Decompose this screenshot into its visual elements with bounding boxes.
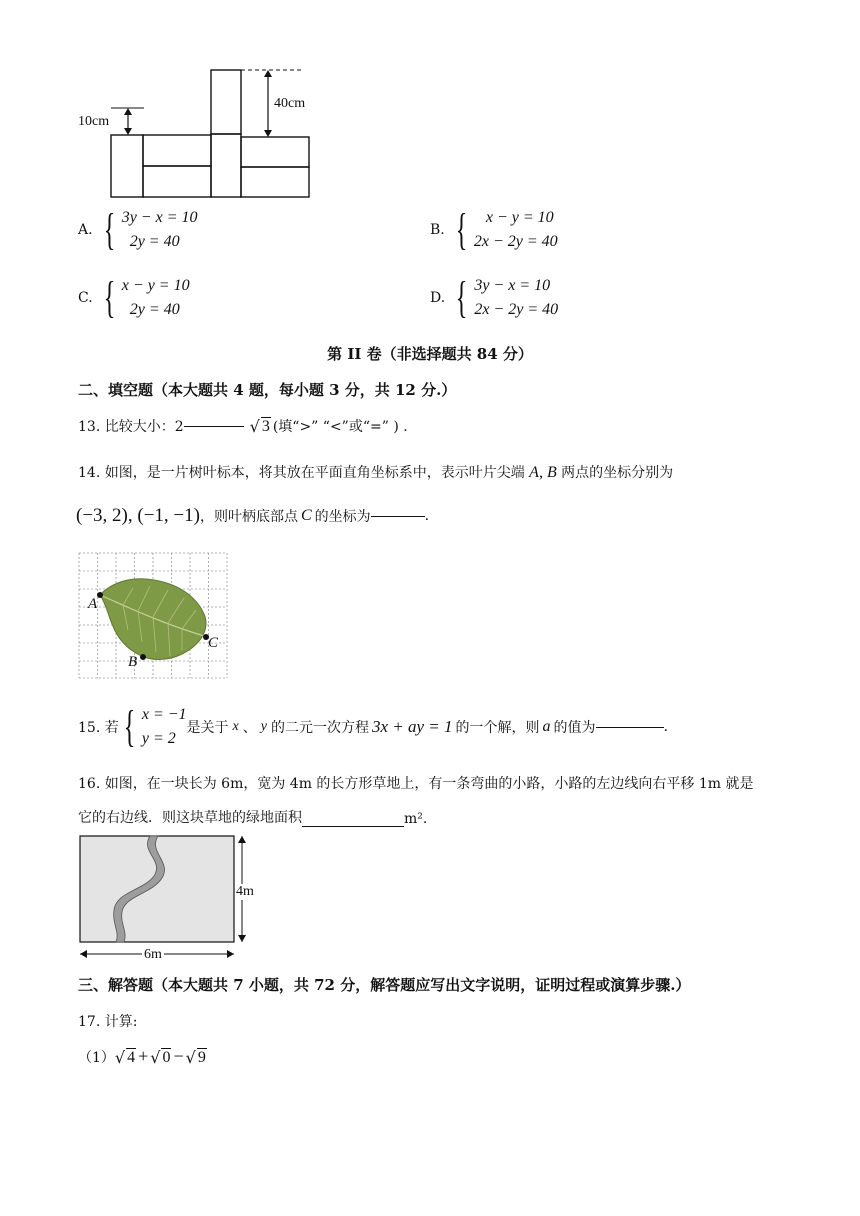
q13-sqrt: √ 3 — [249, 416, 270, 436]
option-a-eq2: 2y = 40 — [129, 233, 180, 250]
option-c-eq1: x − y = 10 — [121, 277, 190, 294]
option-c: C. { x − y = 10 2y = 40 — [78, 273, 190, 322]
q15-blank — [596, 727, 664, 728]
question-16-line1: 16. 如图，在一块长为 6m，宽为 4m 的长方形草地上，有一条弯曲的小路，小路的左边线向右平移 1m 就是 — [78, 776, 754, 792]
option-b-eq2: 2x − 2y = 40 — [473, 233, 558, 250]
q15-eq1: x = −1 — [141, 706, 187, 723]
option-b-letter: B. — [430, 222, 445, 238]
point-a-dot — [97, 592, 103, 598]
question-14-line2: (−3, 2), (−1, −1) ，则叶柄底部点 C 的坐标为 . — [76, 505, 430, 526]
option-a: A. { 3y − x = 10 2y = 40 — [78, 205, 198, 254]
point-b-dot — [140, 654, 146, 660]
blocks-figure-svg — [70, 62, 330, 202]
section2-title: 二、填空题（本大题共 4 题，每小题 3 分，共 12 分.） — [78, 381, 457, 399]
part2-title: 第 II 卷（非选择题共 84 分） — [327, 345, 533, 363]
option-d-eq2: 2x − 2y = 40 — [474, 301, 559, 318]
block-right-top — [241, 137, 309, 167]
label-40cm: 40cm — [274, 96, 306, 111]
field-figure-svg — [78, 834, 278, 966]
q14-points-ab: A, B — [529, 464, 557, 481]
field-figure — [78, 834, 278, 966]
q15-eq2: y = 2 — [141, 730, 176, 747]
question-17-intro: 17. 计算: — [78, 1014, 138, 1030]
q15-prefix: 15. 若 — [78, 720, 119, 736]
block-center-top — [211, 70, 241, 134]
label-6m: 6m — [144, 947, 162, 962]
sqrt-0: √ 0 — [150, 1048, 171, 1067]
q15-equation: 3x + ay = 1 — [371, 717, 453, 736]
leaf-label-a: A — [88, 596, 98, 612]
section3-title: 三、解答题（本大题共 7 小题，共 72 分，解答题应写出文字说明，证明过程或演算步骤.） — [78, 976, 691, 994]
question-14-line1: 14. 如图，是一片树叶标本，将其放在平面直角坐标系中，表示叶片尖端 A, B 两点的坐标分别为 — [78, 464, 674, 481]
label-4m: 4m — [236, 884, 254, 899]
q16-blank — [302, 826, 404, 827]
q13-prefix: 13. 比较大小：2 — [78, 419, 184, 435]
question-13 — [78, 416, 408, 436]
leaf-figure-svg — [78, 552, 230, 680]
option-d-letter: D. — [430, 290, 446, 306]
q14-blank — [371, 516, 425, 517]
question-16-line2: 它的右边线．则这块草地的绿地面积 m². — [78, 810, 428, 827]
block-mid-top — [143, 135, 211, 166]
block-center-bottom — [211, 134, 241, 197]
q14-coords: (−3, 2), (−1, −1) — [76, 505, 200, 526]
leaf-label-c: C — [208, 635, 219, 651]
q13-suffix: (填“>” “<”或“=” ) . — [272, 419, 408, 435]
block-mid-bottom — [143, 166, 211, 197]
sqrt-4: √ 4 — [114, 1048, 136, 1067]
blocks-figure — [70, 62, 330, 202]
block-left — [111, 135, 143, 197]
option-c-letter: C. — [78, 290, 93, 306]
option-d: D. { 3y − x = 10 2x − 2y = 40 — [430, 273, 559, 322]
block-right-bottom — [241, 167, 309, 197]
question-17-part1: （1） √ 4 + √ 0 − √ 9 — [78, 1046, 206, 1067]
q13-blank — [184, 426, 244, 427]
sqrt-9: √ 9 — [185, 1048, 206, 1067]
option-a-eq1: 3y − x = 10 — [121, 209, 198, 226]
question-15: 15. 若 { x = −1 y = 2 是关于 x 、 y 的二元一次方程 3x + ay = 1 的一个解，则 a 的值为 . — [78, 702, 668, 751]
option-d-eq1: 3y − x = 10 — [474, 277, 551, 294]
option-b: B. { x − y = 10 2x − 2y = 40 — [430, 205, 558, 254]
leaf-label-b: B — [128, 654, 138, 670]
option-c-eq2: 2y = 40 — [129, 301, 180, 318]
q14-point-c: C — [300, 507, 312, 524]
option-b-eq1: x − y = 10 — [485, 209, 554, 226]
option-a-letter: A. — [78, 222, 93, 238]
leaf-figure — [78, 552, 230, 680]
label-10cm: 10cm — [78, 114, 110, 129]
